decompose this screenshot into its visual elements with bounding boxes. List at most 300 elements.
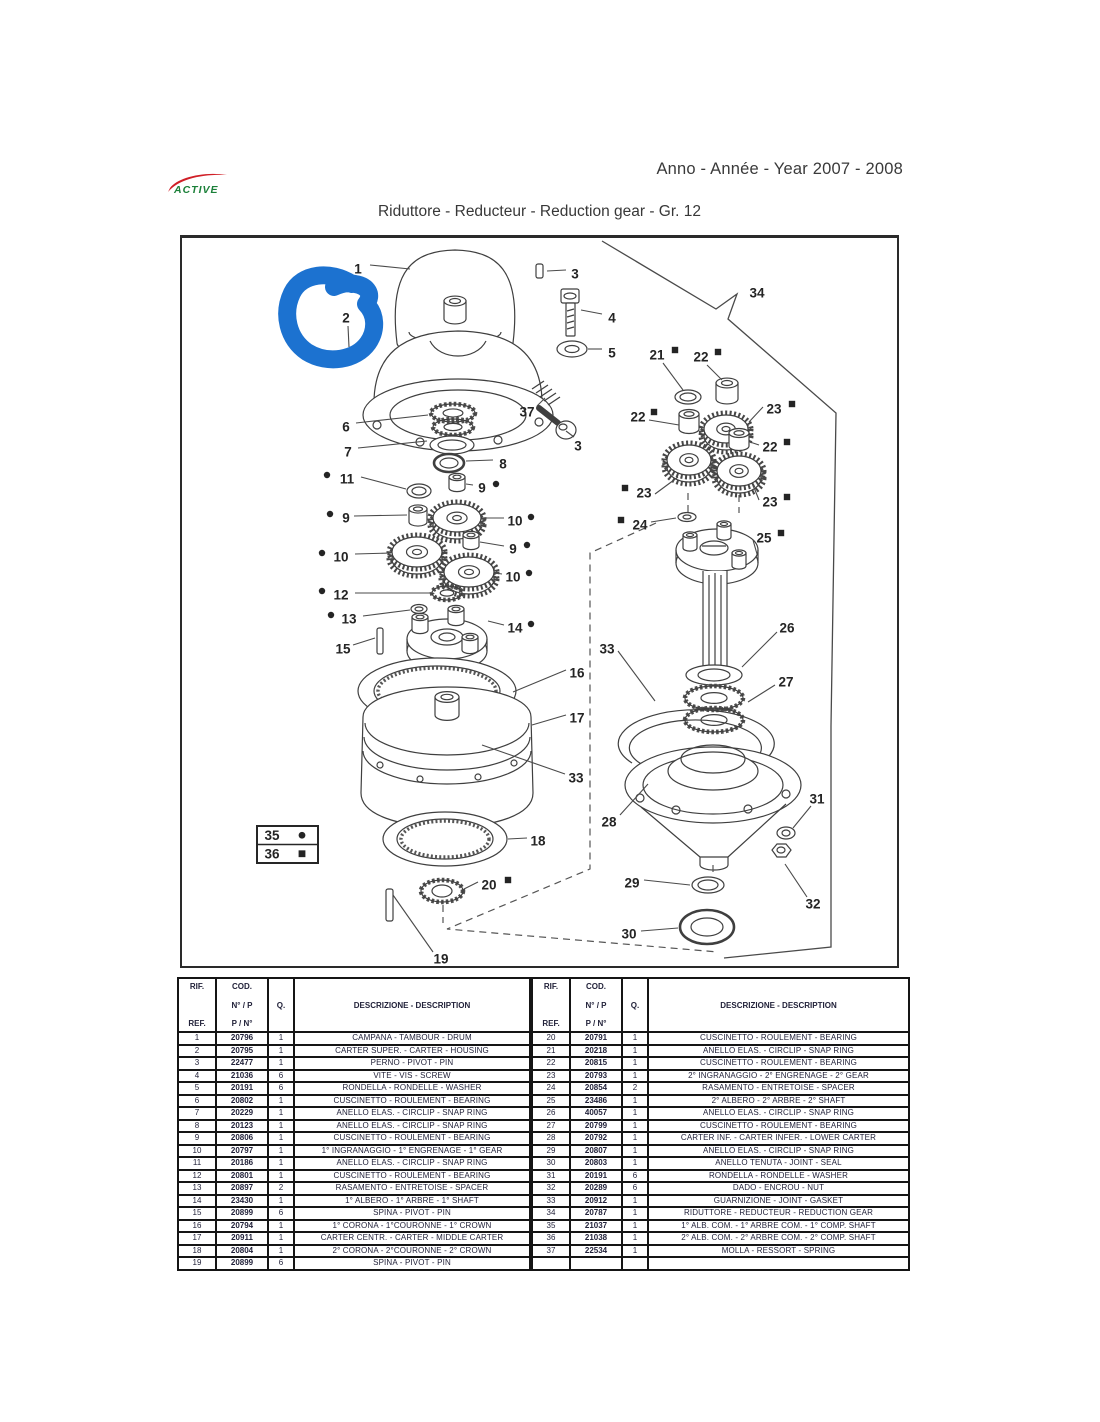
svg-text:17: 17 bbox=[569, 710, 585, 726]
cell-ref: 11 bbox=[178, 1157, 216, 1170]
square-marker bbox=[715, 349, 721, 355]
cell-desc: 1° INGRANAGGIO - 1° ENGRENAGE - 1° GEAR bbox=[294, 1145, 530, 1158]
cell-qty: 1 bbox=[622, 1220, 648, 1233]
cell-ref: 27 bbox=[532, 1120, 570, 1133]
cell-qty: 1 bbox=[268, 1245, 294, 1258]
svg-text:13: 13 bbox=[341, 611, 357, 627]
callout-10 bbox=[482, 514, 534, 529]
parts-table-right bbox=[531, 977, 910, 1271]
cell-desc: 2° CORONA - 2°COURONNE - 2° CROWN bbox=[294, 1245, 530, 1258]
table-row bbox=[532, 1057, 909, 1070]
cell-desc: SPINA - PIVOT - PIN bbox=[294, 1257, 530, 1270]
cell-ref: 6 bbox=[178, 1095, 216, 1108]
cell-qty: 2 bbox=[622, 1082, 648, 1095]
cell-qty: 1 bbox=[268, 1195, 294, 1208]
header-ref: RIF. REF. bbox=[532, 978, 570, 1032]
dot-marker bbox=[299, 832, 306, 839]
cell-ref: 12 bbox=[178, 1170, 216, 1183]
svg-text:19: 19 bbox=[433, 951, 449, 967]
cell-qty: 1 bbox=[268, 1220, 294, 1233]
svg-text:12: 12 bbox=[333, 587, 349, 603]
svg-text:27: 27 bbox=[778, 674, 794, 690]
logo-text: ACTIVE bbox=[174, 184, 219, 196]
callout-27 bbox=[748, 675, 794, 703]
svg-text:22: 22 bbox=[693, 349, 709, 365]
cell-desc: RONDELLA - RONDELLE - WASHER bbox=[294, 1082, 530, 1095]
cell-ref: 25 bbox=[532, 1095, 570, 1108]
square-marker bbox=[784, 439, 790, 445]
svg-text:33: 33 bbox=[599, 641, 615, 657]
cell-desc: ANELLO ELAS. - CIRCLIP - SNAP RING bbox=[648, 1045, 909, 1058]
svg-text:30: 30 bbox=[621, 926, 637, 942]
svg-text:3: 3 bbox=[574, 438, 582, 454]
svg-text:7: 7 bbox=[344, 444, 352, 460]
cell-qty: 1 bbox=[622, 1157, 648, 1170]
callout-1 bbox=[354, 262, 410, 277]
cell-code: 20796 bbox=[216, 1032, 268, 1045]
callout-32 bbox=[785, 864, 821, 912]
cell-code: 22477 bbox=[216, 1057, 268, 1070]
svg-text:10: 10 bbox=[505, 569, 521, 585]
diagram-parts bbox=[358, 250, 801, 944]
callout-16 bbox=[513, 666, 585, 693]
callout-14 bbox=[488, 621, 534, 636]
year-line: Anno - Année - Year 2007 - 2008 bbox=[656, 160, 903, 178]
dot-marker bbox=[524, 542, 530, 548]
cell-desc: CARTER SUPER. - CARTER - HOUSING bbox=[294, 1045, 530, 1058]
cell-ref: 32 bbox=[532, 1182, 570, 1195]
svg-text:2: 2 bbox=[342, 310, 350, 326]
cell-code: 21037 bbox=[570, 1220, 622, 1233]
cell-ref: 23 bbox=[532, 1070, 570, 1083]
cell-desc: 2° INGRANAGGIO - 2° ENGRENAGE - 2° GEAR bbox=[648, 1070, 909, 1083]
svg-text:18: 18 bbox=[530, 833, 546, 849]
cell-code: 21038 bbox=[570, 1232, 622, 1245]
callout-29 bbox=[624, 876, 690, 891]
cell-qty: 6 bbox=[622, 1182, 648, 1195]
table-row bbox=[532, 1145, 909, 1158]
cell-desc: 2° ALBERO - 2° ARBRE - 2° SHAFT bbox=[648, 1095, 909, 1108]
square-marker bbox=[505, 877, 511, 883]
cell-code: 20912 bbox=[570, 1195, 622, 1208]
cell-ref: 2 bbox=[178, 1045, 216, 1058]
callout-20 bbox=[464, 877, 511, 893]
svg-text:28: 28 bbox=[601, 814, 617, 830]
svg-text:24: 24 bbox=[632, 517, 648, 533]
cell-qty: 1 bbox=[268, 1132, 294, 1145]
cell-ref: 22 bbox=[532, 1057, 570, 1070]
header-qty: Q. bbox=[268, 978, 294, 1032]
dot-marker bbox=[327, 511, 333, 517]
svg-text:23: 23 bbox=[636, 485, 652, 501]
cell-qty: 1 bbox=[268, 1057, 294, 1070]
cell-qty: 6 bbox=[268, 1082, 294, 1095]
cell-desc: SPINA - PIVOT - PIN bbox=[294, 1207, 530, 1220]
header-desc: DESCRIZIONE - DESCRIPTION bbox=[648, 978, 909, 1032]
cell-code: 20804 bbox=[216, 1245, 268, 1258]
callout-33 bbox=[599, 642, 655, 702]
svg-text:6: 6 bbox=[342, 419, 350, 435]
square-marker bbox=[672, 347, 678, 353]
cell-desc: CARTER INF. - CARTER INFER. - LOWER CARTER bbox=[648, 1132, 909, 1145]
cell-desc: GUARNIZIONE - JOINT - GASKET bbox=[648, 1195, 909, 1208]
exploded-diagram bbox=[182, 238, 897, 967]
cell-ref: 16 bbox=[178, 1220, 216, 1233]
callout-11 bbox=[324, 472, 406, 490]
dot-marker bbox=[324, 472, 330, 478]
svg-text:26: 26 bbox=[779, 620, 795, 636]
cell-ref bbox=[532, 1257, 570, 1270]
cell-code: 20191 bbox=[570, 1170, 622, 1183]
dot-marker bbox=[319, 550, 325, 556]
cell-desc: RIDUTTORE - REDUCTEUR - REDUCTION GEAR bbox=[648, 1207, 909, 1220]
cell-code: 20123 bbox=[216, 1120, 268, 1133]
cell-qty bbox=[622, 1257, 648, 1270]
header-qty: Q. bbox=[622, 978, 648, 1032]
svg-text:34: 34 bbox=[749, 285, 765, 301]
callout-3 bbox=[547, 267, 579, 282]
cell-ref: 28 bbox=[532, 1132, 570, 1145]
cell-desc: VITE - VIS - SCREW bbox=[294, 1070, 530, 1083]
cell-ref: 13 bbox=[178, 1182, 216, 1195]
table-row bbox=[178, 1082, 530, 1095]
cell-ref: 7 bbox=[178, 1107, 216, 1120]
cell-code: 20229 bbox=[216, 1107, 268, 1120]
cell-qty: 1 bbox=[268, 1157, 294, 1170]
cell-code: 20793 bbox=[570, 1070, 622, 1083]
dot-marker bbox=[328, 612, 334, 618]
table-row bbox=[178, 1170, 530, 1183]
table-row bbox=[532, 1182, 909, 1195]
svg-text:1: 1 bbox=[354, 261, 362, 277]
table-row bbox=[532, 1095, 909, 1108]
cell-desc: ANELLO ELAS. - CIRCLIP - SNAP RING bbox=[648, 1145, 909, 1158]
cell-ref: 31 bbox=[532, 1170, 570, 1183]
svg-text:21: 21 bbox=[649, 347, 665, 363]
cell-code: 20854 bbox=[570, 1082, 622, 1095]
cell-desc: RASAMENTO - ENTRETOISE - SPACER bbox=[648, 1082, 909, 1095]
callout-13 bbox=[328, 610, 410, 627]
table-row bbox=[178, 1232, 530, 1245]
cell-qty: 1 bbox=[622, 1032, 648, 1045]
cell-ref: 17 bbox=[178, 1232, 216, 1245]
table-row bbox=[178, 1257, 530, 1270]
callout-9 bbox=[480, 542, 530, 557]
cell-desc: CUSCINETTO - ROULEMENT - BEARING bbox=[648, 1057, 909, 1070]
svg-text:14: 14 bbox=[507, 620, 523, 636]
cell-ref: 8 bbox=[178, 1120, 216, 1133]
callout-17 bbox=[532, 711, 585, 726]
table-row bbox=[532, 1120, 909, 1133]
svg-text:15: 15 bbox=[335, 641, 351, 657]
cell-ref: 15 bbox=[178, 1207, 216, 1220]
cell-desc: DADO - ENCROU - NUT bbox=[648, 1182, 909, 1195]
svg-text:23: 23 bbox=[762, 494, 778, 510]
square-marker bbox=[299, 850, 306, 857]
cell-ref: 24 bbox=[532, 1082, 570, 1095]
cell-code: 20806 bbox=[216, 1132, 268, 1145]
cell-ref: 1 bbox=[178, 1032, 216, 1045]
table-row bbox=[532, 1170, 909, 1183]
cell-ref: 18 bbox=[178, 1245, 216, 1258]
table-row bbox=[532, 1032, 909, 1045]
svg-text:31: 31 bbox=[809, 791, 825, 807]
cell-code: 21036 bbox=[216, 1070, 268, 1083]
cell-ref: 37 bbox=[532, 1245, 570, 1258]
cell-qty: 1 bbox=[268, 1145, 294, 1158]
cell-desc bbox=[648, 1257, 909, 1270]
table-row bbox=[532, 1220, 909, 1233]
parts-table bbox=[177, 977, 910, 1271]
cell-code: 23430 bbox=[216, 1195, 268, 1208]
svg-text:10: 10 bbox=[333, 549, 349, 565]
cell-code: 20797 bbox=[216, 1145, 268, 1158]
parts-table-left bbox=[177, 977, 531, 1271]
cell-code: 20801 bbox=[216, 1170, 268, 1183]
table-header-row bbox=[532, 978, 909, 1032]
callout-22 bbox=[693, 349, 722, 380]
cell-qty: 1 bbox=[622, 1120, 648, 1133]
table-row bbox=[178, 1120, 530, 1133]
dot-marker bbox=[493, 481, 499, 487]
cell-qty: 6 bbox=[268, 1257, 294, 1270]
svg-text:16: 16 bbox=[569, 665, 585, 681]
callout-10 bbox=[495, 570, 532, 585]
diagram-frame bbox=[180, 235, 899, 968]
callout-19 bbox=[393, 895, 449, 967]
table-row bbox=[178, 1207, 530, 1220]
table-row bbox=[532, 1107, 909, 1120]
cell-desc: CUSCINETTO - ROULEMENT - BEARING bbox=[294, 1132, 530, 1145]
header-ref: RIF. REF. bbox=[178, 978, 216, 1032]
cell-code: 20791 bbox=[570, 1032, 622, 1045]
page-title: Riduttore - Reducteur - Reduction gear - Gr. 12 bbox=[377, 203, 702, 220]
table-row bbox=[178, 1157, 530, 1170]
cell-ref: 35 bbox=[532, 1220, 570, 1233]
svg-text:9: 9 bbox=[509, 541, 517, 557]
marker-legend bbox=[257, 826, 318, 863]
cell-code: 20191 bbox=[216, 1082, 268, 1095]
square-marker bbox=[778, 530, 784, 536]
callout-34 bbox=[749, 286, 765, 301]
cell-qty: 1 bbox=[268, 1045, 294, 1058]
callout-8 bbox=[466, 457, 507, 472]
callout-23 bbox=[753, 485, 790, 510]
cell-qty: 2 bbox=[268, 1182, 294, 1195]
svg-text:5: 5 bbox=[608, 345, 616, 361]
callout-10 bbox=[319, 550, 391, 565]
cell-desc: 2° ALB. COM. - 2° ARBRE COM. - 2° COMP. SHAFT bbox=[648, 1232, 909, 1245]
cell-code: 20787 bbox=[570, 1207, 622, 1220]
svg-text:22: 22 bbox=[762, 439, 778, 455]
cell-code: 20911 bbox=[216, 1232, 268, 1245]
svg-text:37: 37 bbox=[519, 404, 535, 420]
callout-2 bbox=[342, 311, 350, 348]
svg-text:8: 8 bbox=[499, 456, 507, 472]
svg-text:22: 22 bbox=[630, 409, 646, 425]
cell-ref: 10 bbox=[178, 1145, 216, 1158]
cell-code: 20897 bbox=[216, 1182, 268, 1195]
cell-desc: CUSCINETTO - ROULEMENT - BEARING bbox=[648, 1120, 909, 1133]
square-marker bbox=[651, 409, 657, 415]
callout-4 bbox=[581, 310, 616, 326]
cell-code: 20218 bbox=[570, 1045, 622, 1058]
cell-desc: ANELLO ELAS. - CIRCLIP - SNAP RING bbox=[294, 1157, 530, 1170]
callout-5 bbox=[588, 346, 616, 361]
cell-qty: 1 bbox=[622, 1245, 648, 1258]
cell-code: 22534 bbox=[570, 1245, 622, 1258]
cell-code: 20792 bbox=[570, 1132, 622, 1145]
header-code: COD. N° / P P / N° bbox=[570, 978, 622, 1032]
cell-ref: 5 bbox=[178, 1082, 216, 1095]
cell-desc: 1° ALB. COM. - 1° ARBRE COM. - 1° COMP. SHAFT bbox=[648, 1220, 909, 1233]
cell-desc: ANELLO ELAS. - CIRCLIP - SNAP RING bbox=[294, 1107, 530, 1120]
cell-ref: 14 bbox=[178, 1195, 216, 1208]
cell-desc: ANELLO ELAS. - CIRCLIP - SNAP RING bbox=[294, 1120, 530, 1133]
callout-22 bbox=[750, 439, 790, 455]
cell-desc: RASAMENTO - ENTRETOISE - SPACER bbox=[294, 1182, 530, 1195]
cell-desc: CAMPANA - TAMBOUR - DRUM bbox=[294, 1032, 530, 1045]
table-row bbox=[178, 1132, 530, 1145]
cell-qty: 1 bbox=[622, 1045, 648, 1058]
cell-desc: CUSCINETTO - ROULEMENT - BEARING bbox=[648, 1032, 909, 1045]
cell-qty: 6 bbox=[268, 1207, 294, 1220]
callout-12 bbox=[319, 588, 431, 603]
cell-qty: 1 bbox=[268, 1120, 294, 1133]
callout-23 bbox=[749, 401, 795, 422]
legend-label-35: 35 bbox=[264, 827, 280, 843]
cell-desc: CARTER CENTR. - CARTER - MIDDLE CARTER bbox=[294, 1232, 530, 1245]
callout-26 bbox=[742, 621, 795, 668]
cell-desc: 1° CORONA - 1°COURONNE - 1° CROWN bbox=[294, 1220, 530, 1233]
cell-code: 23486 bbox=[570, 1095, 622, 1108]
cell-qty: 1 bbox=[622, 1195, 648, 1208]
table-row bbox=[532, 1257, 909, 1270]
cell-code: 20289 bbox=[570, 1182, 622, 1195]
dot-marker bbox=[526, 570, 532, 576]
cell-ref: 21 bbox=[532, 1045, 570, 1058]
dot-marker bbox=[528, 514, 534, 520]
svg-text:9: 9 bbox=[478, 480, 486, 496]
table-row bbox=[532, 1157, 909, 1170]
cell-ref: 4 bbox=[178, 1070, 216, 1083]
callout-9 bbox=[327, 511, 407, 526]
cell-qty: 1 bbox=[622, 1232, 648, 1245]
callout-30 bbox=[621, 927, 678, 942]
table-row bbox=[178, 1245, 530, 1258]
cell-desc: CUSCINETTO - ROULEMENT - BEARING bbox=[294, 1095, 530, 1108]
legend-label-36: 36 bbox=[264, 846, 280, 862]
cell-code: 20794 bbox=[216, 1220, 268, 1233]
svg-text:33: 33 bbox=[568, 770, 584, 786]
cell-qty: 1 bbox=[622, 1207, 648, 1220]
cell-qty: 6 bbox=[268, 1070, 294, 1083]
cell-code: 20899 bbox=[216, 1257, 268, 1270]
table-header-row bbox=[178, 978, 530, 1032]
svg-text:32: 32 bbox=[805, 896, 821, 912]
cell-qty: 1 bbox=[622, 1107, 648, 1120]
svg-text:23: 23 bbox=[766, 401, 782, 417]
table-row bbox=[532, 1045, 909, 1058]
callout-15 bbox=[335, 638, 375, 657]
square-marker bbox=[789, 401, 795, 407]
cell-qty: 1 bbox=[622, 1145, 648, 1158]
cell-desc: ANELLO TENUTA - JOINT - SEAL bbox=[648, 1157, 909, 1170]
cell-code: 20807 bbox=[570, 1145, 622, 1158]
cell-qty: 1 bbox=[268, 1032, 294, 1045]
cell-qty: 1 bbox=[622, 1057, 648, 1070]
svg-text:4: 4 bbox=[608, 310, 616, 326]
cell-ref: 29 bbox=[532, 1145, 570, 1158]
cell-desc: 1° ALBERO - 1° ARBRE - 1° SHAFT bbox=[294, 1195, 530, 1208]
cell-qty: 1 bbox=[622, 1095, 648, 1108]
dot-marker bbox=[528, 621, 534, 627]
callout-22 bbox=[630, 409, 679, 425]
table-row bbox=[532, 1070, 909, 1083]
table-row bbox=[178, 1045, 530, 1058]
highlight-annotation bbox=[287, 275, 374, 359]
table-row bbox=[178, 1107, 530, 1120]
cell-ref: 36 bbox=[532, 1232, 570, 1245]
header-desc: DESCRIZIONE - DESCRIPTION bbox=[294, 978, 530, 1032]
svg-text:11: 11 bbox=[339, 471, 355, 487]
callout-9 bbox=[466, 481, 499, 496]
callout-24 bbox=[618, 517, 676, 533]
cell-desc: CUSCINETTO - ROULEMENT - BEARING bbox=[294, 1170, 530, 1183]
square-marker bbox=[784, 494, 790, 500]
callout-21 bbox=[649, 347, 683, 390]
callout-23 bbox=[622, 477, 678, 501]
callout-31 bbox=[793, 792, 825, 829]
cell-qty: 6 bbox=[622, 1170, 648, 1183]
svg-text:20: 20 bbox=[481, 877, 497, 893]
cell-code: 40057 bbox=[570, 1107, 622, 1120]
cell-desc: RONDELLA - RONDELLE - WASHER bbox=[648, 1170, 909, 1183]
cell-ref: 33 bbox=[532, 1195, 570, 1208]
table-row bbox=[178, 1095, 530, 1108]
cell-qty: 1 bbox=[622, 1070, 648, 1083]
table-row bbox=[178, 1070, 530, 1083]
cell-ref: 26 bbox=[532, 1107, 570, 1120]
table-row bbox=[532, 1132, 909, 1145]
cell-ref: 19 bbox=[178, 1257, 216, 1270]
table-row bbox=[532, 1245, 909, 1258]
square-marker bbox=[622, 485, 628, 491]
cell-code bbox=[570, 1257, 622, 1270]
cell-qty: 1 bbox=[622, 1132, 648, 1145]
svg-text:9: 9 bbox=[342, 510, 350, 526]
table-row bbox=[178, 1182, 530, 1195]
table-row bbox=[532, 1082, 909, 1095]
cell-ref: 3 bbox=[178, 1057, 216, 1070]
cell-code: 20899 bbox=[216, 1207, 268, 1220]
cell-qty: 1 bbox=[268, 1095, 294, 1108]
dot-marker bbox=[319, 588, 325, 594]
table-row bbox=[178, 1220, 530, 1233]
cell-code: 20803 bbox=[570, 1157, 622, 1170]
cell-qty: 1 bbox=[268, 1107, 294, 1120]
cell-qty: 1 bbox=[268, 1232, 294, 1245]
table-row bbox=[178, 1032, 530, 1045]
cell-code: 20799 bbox=[570, 1120, 622, 1133]
cell-ref: 9 bbox=[178, 1132, 216, 1145]
square-marker bbox=[618, 517, 624, 523]
cell-code: 20795 bbox=[216, 1045, 268, 1058]
table-row bbox=[532, 1207, 909, 1220]
cell-ref: 30 bbox=[532, 1157, 570, 1170]
callout-18 bbox=[508, 834, 546, 849]
cell-ref: 34 bbox=[532, 1207, 570, 1220]
